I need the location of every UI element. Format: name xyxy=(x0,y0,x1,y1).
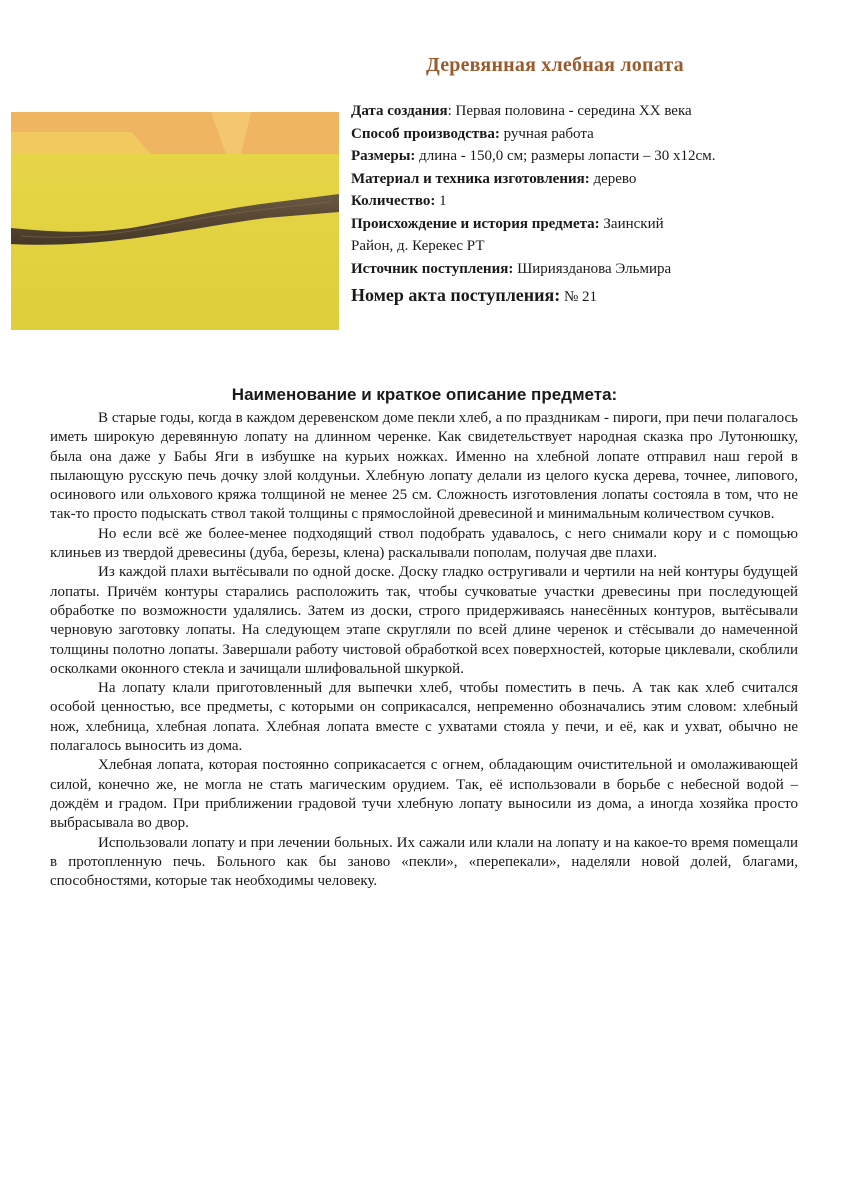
description-heading: Наименование и краткое описание предмета: xyxy=(231,385,618,404)
origin-label: Происхождение и история предмета: xyxy=(351,215,600,232)
origin-continuation: Район, д. Керекес РТ xyxy=(351,238,485,254)
date-row xyxy=(351,100,841,123)
quantity-row xyxy=(351,190,841,213)
photo-wall-shadow xyxy=(11,132,151,154)
paragraph: В старые годы, когда в каждом деревенском доме пекли хлеб, а по праздникам - пироги, при печи полагалось иметь широкую деревянную лопату на длинном черенке. Как свидетельствует народная сказка про Лутонюшку, была она даже у Бабы Яги в избушке на курьих ножках. Именно на хлебной лопате отправил наш герой в пылающую русскую печь дочку злой колдуньи. Хлебную лопату делали из целого куска дерева, точнее, липового, осинового или ольхового кряжа толщиной не менее 25 см. Сложность изготовления лопаты состояла в том, что не так-то просто подыскать ствол такой толщины с прямослойной древесиной и минимальным количеством сучков. xyxy=(50,410,798,523)
paragraph: Использовали лопату и при лечении больных. Их сажали или клали на лопату и на какое-то время помещали в протопленную печь. Больного как бы заново «пекли», «перепекали», наделяли новой долей, благами, способностями, которые так необходимы человеку. xyxy=(50,834,798,890)
act-label: Номер акта поступления: xyxy=(351,285,561,305)
method-label: Способ производства: xyxy=(351,125,500,142)
method-value: ручная работа xyxy=(499,125,594,142)
source-label: Источник поступления: xyxy=(351,260,514,277)
paragraph: Из каждой плахи вытёсывали по одной доске. Доску гладко остругивали и чертили на ней контуры будущей лопаты. Причём контуры старались расположить так, чтобы сучковатые участки древесины при последующей обработке по возможности удалялись. Затем из доски, строго придерживаясь нанесённых контуров, вытёсывали черновую заготовку лопаты. На следующем этапе скругляли по всей длине черенок и стёсывали до намеченной толщины полотно лопаты. Завершали работу чистовой обработкой всех поверхностей, которые циклевали, скоблили осколками оконного стекла и зачищали шлифовальной шкуркой. xyxy=(50,564,798,677)
material-label: Материал и техника изготовления: xyxy=(351,170,590,187)
paragraph: На лопату клали приготовленный для выпечки хлеб, чтобы поместить в печь. А так как хлеб считался особой ценностью, все предметы, с которыми он соприкасался, непременно обозначались этим словом: хлебный нож, хлебница, хлебная лопата. Хлебная лопата вместе с ухватами стояла у печи, и её, как и ухват, обычно не полагалось выносить из дома. xyxy=(50,680,798,755)
source-row xyxy=(351,258,841,281)
method-row xyxy=(351,123,841,146)
source-value: Шириязданова Эльмира xyxy=(513,260,672,277)
date-value: : Первая половина - середина XX века xyxy=(447,103,692,119)
paragraph: Но если всё же более-менее подходящий ствол подобрать удавалось, с него снимали кору и с помощью клиньев из твердой древесины (дуба, березы, клена) раскалывали пополам, получая две плахи. xyxy=(50,525,798,562)
size-value: длина - 150,0 см; размеры лопасти – 30 x12см. xyxy=(415,148,716,164)
bread-peel-image xyxy=(11,112,339,330)
quantity-value: 1 xyxy=(435,193,447,209)
paragraph: Хлебная лопата, которая постоянно соприкасается с огнем, обладающим очистительной и омолаживающей силой, конечно же, не могла не стать магическим орудием. Так, её использовали в борьбе с небесной водой – дождём и градом. При приближении градовой тучи хлебную лопату выносили из дома, а иногда хозяйка просто выбрасывала во двор. xyxy=(50,757,798,832)
page-title: Деревянная хлебная лопата xyxy=(426,54,684,76)
act-row xyxy=(351,282,841,310)
material-value: дерево xyxy=(589,170,637,187)
size-label: Размеры: xyxy=(351,148,416,164)
origin-value: Заинский xyxy=(599,215,664,232)
act-value: № 21 xyxy=(560,289,598,305)
size-row xyxy=(351,145,841,168)
description-body xyxy=(50,409,798,891)
origin-row xyxy=(351,213,841,236)
item-properties xyxy=(351,100,841,310)
quantity-label: Количество: xyxy=(351,193,436,209)
item-photo xyxy=(11,112,339,330)
date-label: Дата создания xyxy=(351,103,448,119)
material-row xyxy=(351,168,841,191)
